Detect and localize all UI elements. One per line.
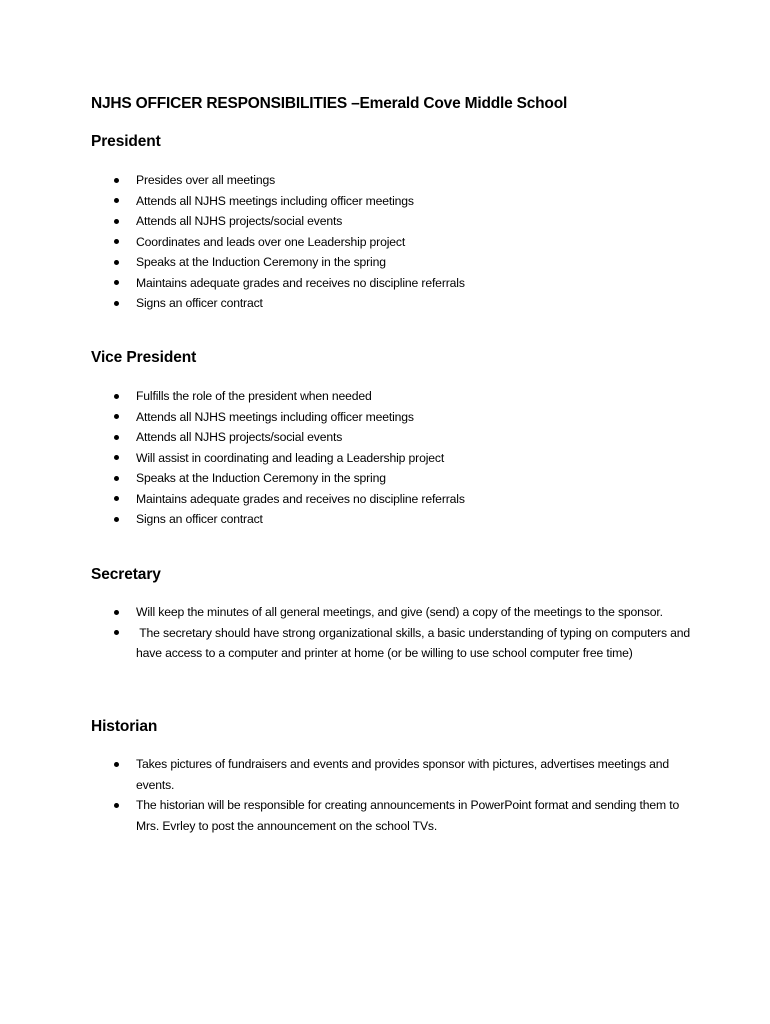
list-item <box>0 509 696 530</box>
list-item <box>0 252 696 273</box>
bullet-icon <box>114 280 119 285</box>
list-item-text: Presides over all meetings <box>136 173 276 187</box>
list-item <box>0 468 696 489</box>
list-item-text: Fulfills the role of the president when needed <box>136 389 372 403</box>
list-item <box>0 293 696 314</box>
list-item-text: Speaks at the Induction Ceremony in the spring <box>136 255 386 269</box>
list-item <box>0 170 696 191</box>
list-item <box>0 623 696 664</box>
section-heading-secretary: Secretary <box>91 566 161 583</box>
list-item-text: Coordinates and leads over one Leadership project <box>136 234 406 249</box>
list-item-text: Maintains adequate grades and receives no discipline referrals <box>136 275 465 290</box>
list-item-text: Maintains adequate grades and receives no discipline referrals <box>136 491 465 506</box>
bullet-icon <box>114 414 119 419</box>
list-item-text: Attends all NJHS projects/social events <box>136 214 343 228</box>
list-item-text: Signs an officer contract <box>136 512 263 526</box>
bullet-icon <box>114 630 119 635</box>
list-item-text: The historian will be responsible for creating announcements in PowerPoint format and sending them to Mrs. Evrley to post the announcement on the school TVs. <box>136 798 680 833</box>
list-item <box>0 191 696 212</box>
bullet-icon <box>114 610 119 615</box>
secretary-responsibilities-list <box>0 602 770 664</box>
president-responsibilities-list <box>0 170 770 314</box>
bullet-icon <box>114 455 119 460</box>
document-title: NJHS OFFICER RESPONSIBILITIES –Emerald Cove Middle School <box>91 95 568 112</box>
list-item <box>0 407 696 428</box>
list-item-text: Attends all NJHS meetings including officer meetings <box>136 409 414 424</box>
list-item <box>0 273 696 294</box>
bullet-icon <box>114 517 119 522</box>
bullet-icon <box>114 394 119 399</box>
section-heading-president: President <box>91 133 161 150</box>
bullet-icon <box>114 219 119 224</box>
list-item <box>0 427 696 448</box>
vice-president-responsibilities-list <box>0 386 770 530</box>
bullet-icon <box>114 198 119 203</box>
list-item-text: The secretary should have strong organizational skills, a basic understanding of typing on computers and have access to a computer and printer at home (or be willing to use school computer free time) <box>136 625 694 660</box>
list-item-text: Takes pictures of fundraisers and events and provides sponsor with pictures, advertises meetings and events. <box>136 757 670 792</box>
section-heading-vice-president: Vice President <box>91 349 197 366</box>
list-item <box>0 602 696 623</box>
list-item <box>0 489 696 510</box>
list-item-text: Will keep the minutes of all general meetings, and give (send) a copy of the meetings to the sponsor. <box>136 605 663 619</box>
bullet-icon <box>114 301 119 306</box>
bullet-icon <box>114 476 119 481</box>
list-item <box>0 386 696 407</box>
list-item-text: Will assist in coordinating and leading a Leadership project <box>136 450 445 465</box>
bullet-icon <box>114 178 119 183</box>
list-item <box>0 232 696 253</box>
bullet-icon <box>114 260 119 265</box>
section-heading-historian: Historian <box>91 718 158 735</box>
list-item-text: Speaks at the Induction Ceremony in the spring <box>136 471 386 485</box>
historian-responsibilities-list <box>0 754 770 836</box>
bullet-icon <box>114 803 119 808</box>
list-item-text: Attends all NJHS meetings including officer meetings <box>136 193 414 208</box>
bullet-icon <box>114 239 119 244</box>
list-item <box>0 448 696 469</box>
list-item <box>0 211 696 232</box>
list-item-text: Attends all NJHS projects/social events <box>136 430 343 444</box>
bullet-icon <box>114 435 119 440</box>
bullet-icon <box>114 496 119 501</box>
list-item <box>0 795 696 836</box>
list-item <box>0 754 696 795</box>
list-item-text: Signs an officer contract <box>136 296 263 310</box>
bullet-icon <box>114 762 119 767</box>
